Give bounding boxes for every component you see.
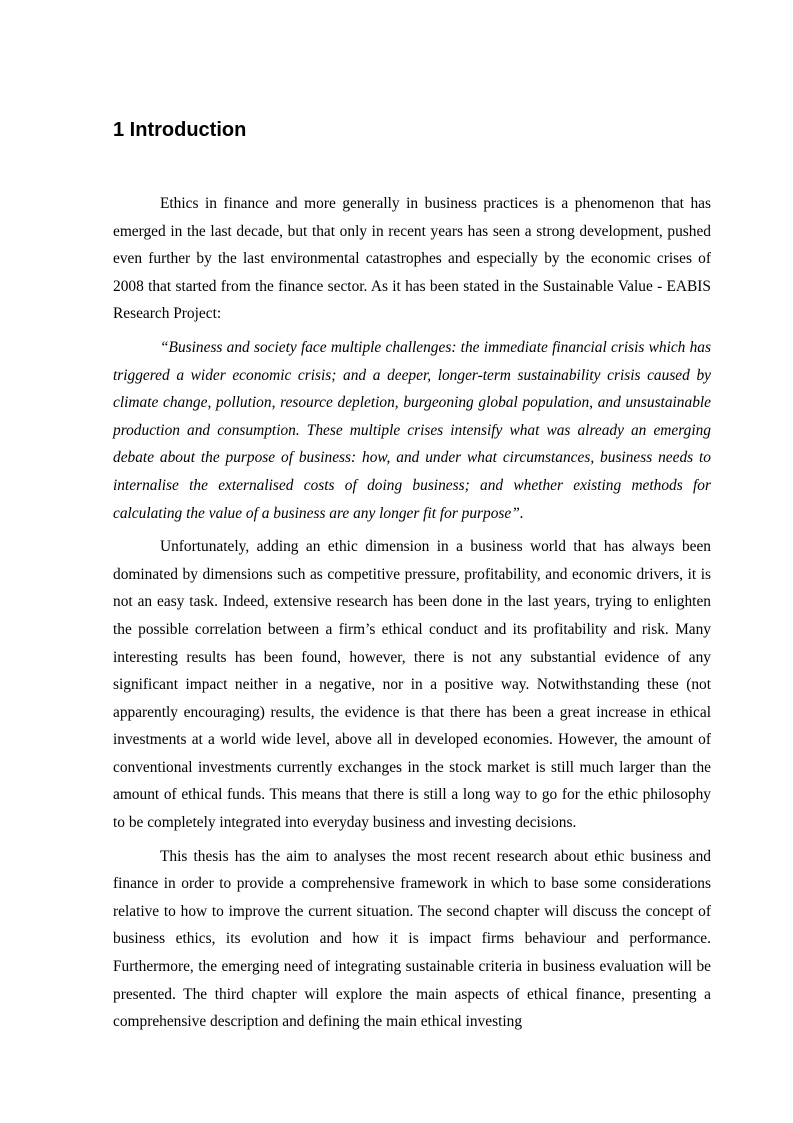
ethics-research-paragraph: Unfortunately, adding an ethic dimension in a business world that has always been dominated by dimensions such as competitive pressure, profitability, and economic drivers, it is not an easy task. Indeed, extensive research has been done in the last years, trying to enlighten the possible correlation between a firm’s ethical conduct and its profitability and risk. Many interesting results has been found, however, there is not any substantial evidence of any significant impact neither in a negative, nor in a positive way. Notwithstanding these (not apparently encouraging) results, the evidence is that there has been a great increase in ethical investments at a world wide level, above all in developed economies. However, the amount of conventional investments currently exchanges in the stock market is still much larger than the amount of ethical funds. This means that there is still a long way to go for the ethic philosophy to be completely integrated into everyday business and investing decisions. [113,538,711,832]
body-text [113,190,711,1042]
document-page [113,0,711,1123]
intro-paragraph: Ethics in finance and more generally in business practices is a phenomenon that has emerged in the last decade, but that only in recent years has seen a strong development, pushed even further by the last environmental catastrophes and especially by the economic crises of 2008 that started from the finance sector. As it has been stated in the Sustainable Value - EABIS Research Project: [113,195,711,323]
thesis-aim-paragraph: This thesis has the aim to analyses the most recent research about ethic business and finance in order to provide a comprehensive framework in which to base some considerations relative to how to improve the current situation. The second chapter will discuss the concept of business ethics, its evolution and how it is impact firms behaviour and performance. Furthermore, the emerging need of integrating sustainable criteria in business evaluation will be presented. The third chapter will explore the main aspects of ethical finance, presenting a comprehensive description and defining the main ethical investing [113,847,711,1031]
chapter-heading: 1 Introduction [113,119,247,141]
quote-paragraph: “Business and society face multiple challenges: the immediate financial crisis which has triggered a wider economic crisis; and a deeper, longer-term sustainability crisis caused by climate change, pollution, resource depletion, burgeoning global population, and unsustainable production and consumption. These multiple crises intensify what was already an emerging debate about the purpose of business: how, and under what circumstances, business needs to internalise the externalised costs of doing business; and whether existing methods for calculating the value of a business are any longer fit for purpose”. [113,338,711,522]
